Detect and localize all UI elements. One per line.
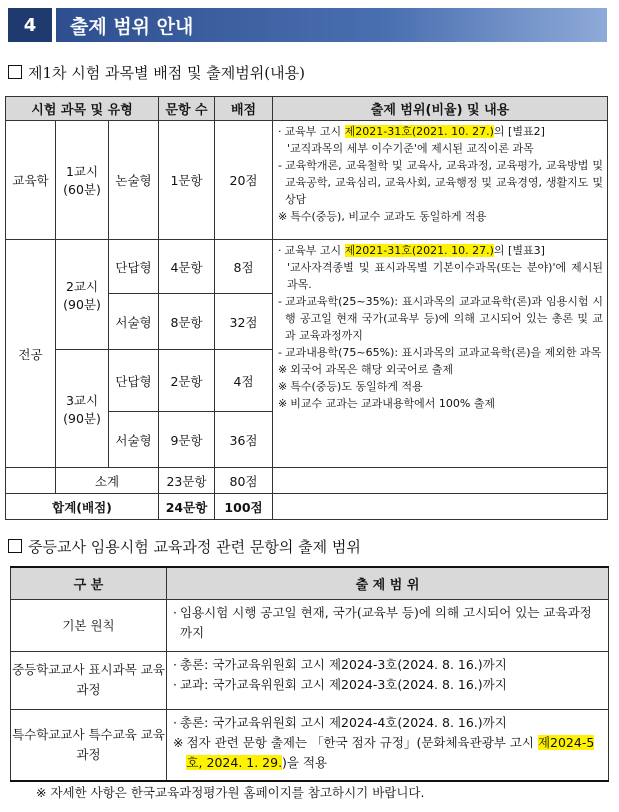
scope-item: - 교과내용학(75~65%): 표시과목의 교과교육학(론)을 제외한 과목	[278, 346, 602, 359]
highlighted-text: 제2021-31호(2021. 10. 27.)	[344, 244, 494, 257]
scope-item: · 교육부 고시 제2021-31호(2021. 10. 27.)의 [별표3]	[278, 244, 545, 257]
score-s3-short: 4점	[215, 350, 273, 412]
section-number: 4	[8, 8, 52, 42]
header-scope: 출제 범위(비율) 및 내용	[273, 97, 608, 121]
scope-major	[273, 240, 608, 468]
category-special: 특수학교교사 특수교육 교육과정	[11, 709, 167, 781]
session-2: 2교시 (90분)	[56, 240, 109, 350]
subject-major: 전공	[6, 240, 56, 468]
count-edu: 1문항	[159, 121, 215, 240]
type-desc: 서술형	[109, 294, 159, 350]
subsection-title-2: 중등교사 임용시험 교육과정 관련 문항의 출제 범위	[8, 536, 361, 557]
scope-item: - 교과교육학(25~35%): 표시과목의 교과교육학(론)과 임용시험 시행 공고일 현재 국가(교육부 등)에 의해 고시되어 있는 총론 및 교과 교육과정까지	[278, 295, 604, 342]
section-header	[8, 8, 607, 42]
scope-item: · 임용시험 시행 공고일 현재, 국가(교육부 등)에 의해 고시되어 있는 교육과정까지	[173, 604, 592, 640]
type-short: 단답형	[109, 240, 159, 294]
total-label: 합계(배점)	[6, 494, 159, 520]
scope-item: '교직과목의 세부 이수기준'에 제시된 교직이론 과목	[287, 142, 534, 155]
scope-item: ※ 특수(중등), 비교수 교과도 동일하게 적용	[278, 210, 487, 223]
checkbox-square-icon	[8, 65, 22, 79]
scope-item: · 총론: 국가교육위원회 고시 제2024-4호(2024. 8. 16.)까지	[173, 714, 507, 730]
score-s2-desc: 32점	[215, 294, 273, 350]
curriculum-table	[10, 566, 609, 782]
type-desc: 서술형	[109, 412, 159, 468]
type-short: 단답형	[109, 350, 159, 412]
session-3: 3교시 (90분)	[56, 350, 109, 468]
subject-edu: 교육학	[6, 121, 56, 240]
scope-item: - 교육학개론, 교육철학 및 교육사, 교육과정, 교육평가, 교육방법 및 교육공학, 교육심리, 교육사회, 교육행정 및 교육경영, 생활지도 및 상담	[278, 159, 604, 206]
category-basic: 기본 원칙	[11, 599, 167, 651]
header-count: 문항 수	[159, 97, 215, 121]
subtotal-score: 80점	[215, 468, 273, 494]
session-1: 1교시 (60분)	[56, 121, 109, 240]
score-s2-short: 8점	[215, 240, 273, 294]
score-table	[5, 96, 608, 520]
count-s2-desc: 8문항	[159, 294, 215, 350]
scope-item: ※ 비교수 교과는 교과내용학에서 100% 출제	[278, 397, 496, 410]
scope-item: ※ 특수(중등)도 동일하게 적용	[278, 380, 423, 393]
scope-item: '교사자격종별 및 표시과목별 기본이수과목(또는 분야)'에 제시된 과목.	[287, 261, 604, 291]
count-s2-short: 4문항	[159, 240, 215, 294]
scope-item: · 총론: 국가교육위원회 고시 제2024-3호(2024. 8. 16.)까지	[173, 656, 507, 672]
highlighted-text: 제2021-31호(2021. 10. 27.)	[344, 125, 494, 138]
score-s3-desc: 36점	[215, 412, 273, 468]
scope-item: ※ 점자 관련 문항 출제는 「한국 점자 규정」(문화체육관광부 고시 제2024-5호, 2024. 1. 29.)을 적용	[173, 734, 595, 770]
subtotal-count: 23문항	[159, 468, 215, 494]
scope-item: · 교육부 고시 제2021-31호(2021. 10. 27.)의 [별표2]	[278, 125, 545, 138]
scope-item: · 교과: 국가교육위원회 고시 제2024-3호(2024. 8. 16.)까지	[173, 676, 507, 692]
checkbox-square-icon	[8, 539, 22, 553]
header-scope: 출 제 범 위	[167, 567, 609, 599]
total-score: 100점	[215, 494, 273, 520]
scope-secondary	[167, 651, 609, 709]
section-title: 출제 범위 안내	[56, 8, 607, 42]
category-secondary: 중등학교교사 표시과목 교육과정	[11, 651, 167, 709]
header-score: 배점	[215, 97, 273, 121]
header-subject-type: 시험 과목 및 유형	[6, 97, 159, 121]
highlighted-text: 제2024-5호, 2024. 1. 29.	[186, 734, 595, 770]
scope-item: ※ 외국어 과목은 해당 외국어로 출제	[278, 363, 453, 376]
count-s3-desc: 9문항	[159, 412, 215, 468]
total-count: 24문항	[159, 494, 215, 520]
scope-basic	[167, 599, 609, 651]
header-category: 구 분	[11, 567, 167, 599]
subsection-title-1: 제1차 시험 과목별 배점 및 출제범위(내용)	[8, 62, 305, 83]
score-edu: 20점	[215, 121, 273, 240]
scope-special	[167, 709, 609, 781]
subtotal-label: 소계	[56, 468, 159, 494]
scope-edu	[273, 121, 608, 240]
type-essay: 논술형	[109, 121, 159, 240]
footnote: ※ 자세한 사항은 한국교육과정평가원 홈페이지를 참고하시기 바랍니다.	[36, 785, 425, 800]
count-s3-short: 2문항	[159, 350, 215, 412]
